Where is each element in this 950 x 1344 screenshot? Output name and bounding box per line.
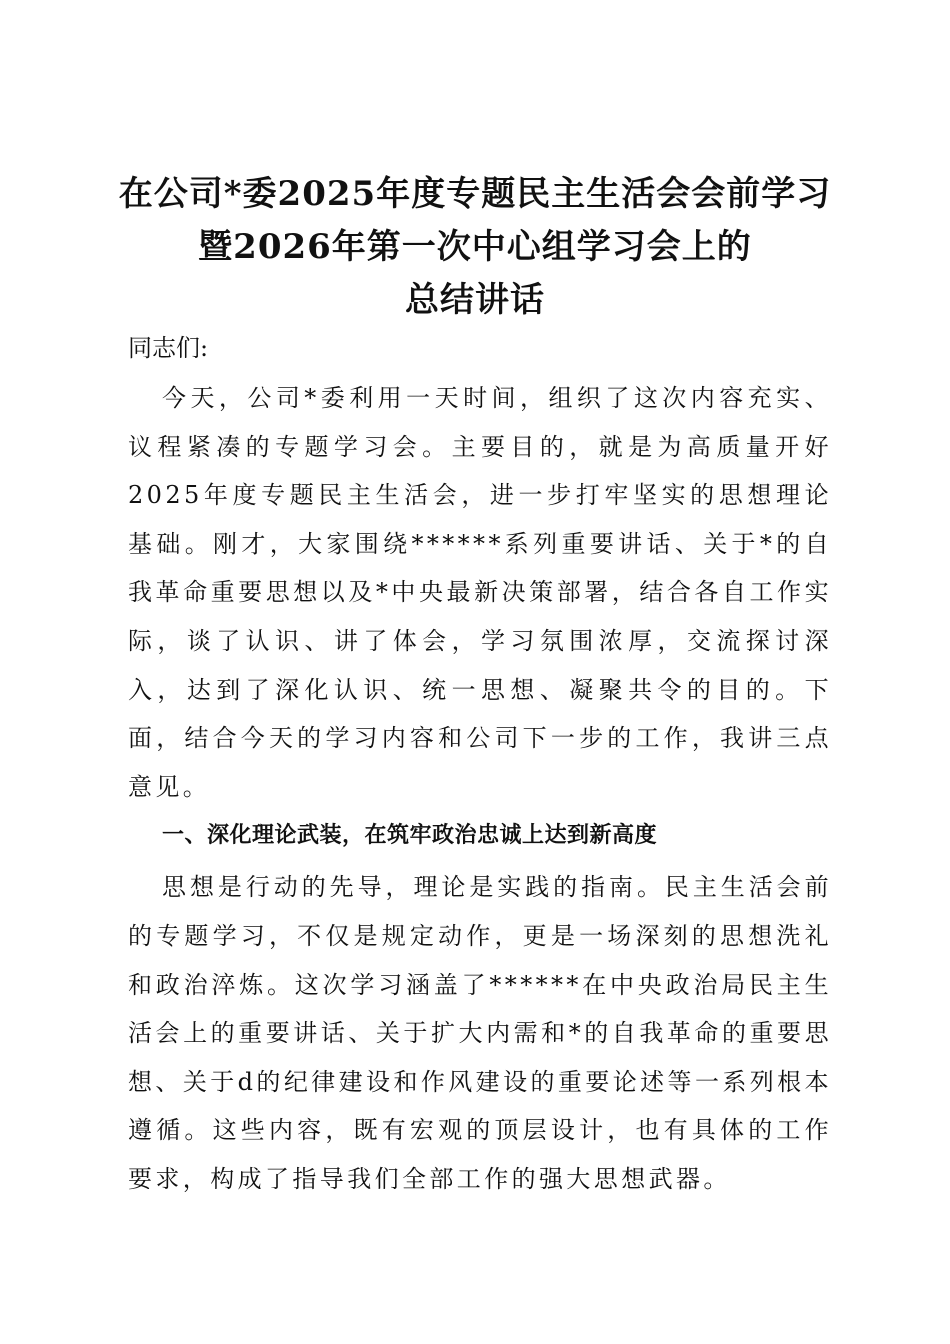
salutation: 同志们:: [128, 334, 209, 362]
title-line-3: 总结讲话: [405, 280, 545, 320]
title-line-2: 暨2026年第一次中心组学习会上的: [198, 227, 752, 267]
document-title: [100, 168, 850, 327]
title-line-1: 在公司*委2025年度专题民主生活会会前学习: [118, 174, 832, 214]
intro-paragraph: 今天，公司*委利用一天时间，组织了这次内容充实、议程紧凑的专题学习会。主要目的，就是为高质量开好2025年度专题民主生活会，进一步打牢坚实的思想理论基础。刚才，大家围绕******系列重要讲话、关于*的自我革命重要思想以及*中央最新决策部署，结合各自工作实际，谈了认识、讲了体会，学习氛围浓厚，交流探讨深入，达到了深化认识、统一思想、凝聚共令的目的。下面，结合今天的学习内容和公司下一步的工作，我讲三点意见。: [128, 384, 832, 801]
section-paragraph: 思想是行动的先导，理论是实践的指南。民主生活会前的专题学习，不仅是规定动作，更是一场深刻的思想洗礼和政治淬炼。这次学习涵盖了******在中央政治局民主生活会上的重要讲话、关于扩大内需和*的自我革命的重要思想、关于d的纪律建设和作风建设的重要论述等一系列根本遵循。这些内容，既有宏观的顶层设计，也有具体的工作要求，构成了指导我们全部工作的强大思想武器。: [128, 873, 832, 1193]
section-heading: 一、深化理论武装，在筑牢政治忠诚上达到新高度: [162, 823, 658, 849]
document-body: [128, 324, 832, 1204]
